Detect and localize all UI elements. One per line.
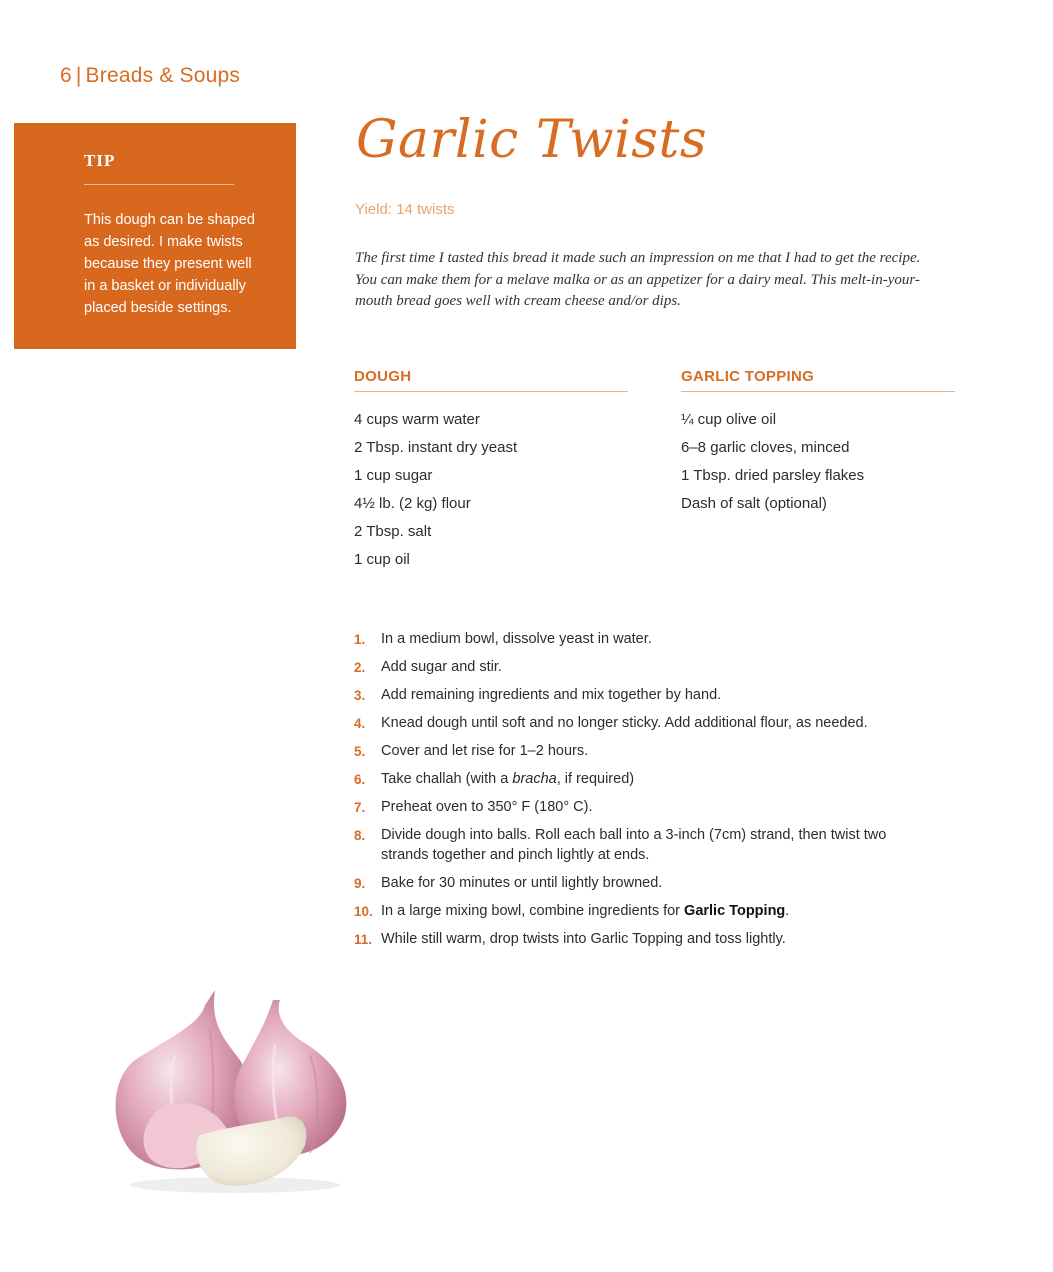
step-number: 3. <box>354 688 366 703</box>
step-text-part: , if required) <box>556 771 635 787</box>
step-number: 8. <box>354 828 366 843</box>
step-text: Divide dough into balls. Roll each ball into a 3-inch (7cm) strand, then twist two strands together and pinch lightly at ends. <box>381 827 887 863</box>
step-number: 7. <box>354 800 366 815</box>
step-text-part: . <box>785 902 790 919</box>
ingredient-item: ¼ cup olive oil <box>681 411 777 428</box>
topping-ingredients <box>681 406 955 518</box>
ingredient-item: 6–8 garlic cloves, minced <box>681 439 850 456</box>
recipe-yield: Yield: 14 twists <box>355 201 455 218</box>
step-emphasis: bracha <box>512 771 557 787</box>
step-strong: Garlic Topping <box>684 902 786 919</box>
garlic-photo <box>105 985 350 1200</box>
tip-title: TIP <box>84 151 116 170</box>
step-text: Add remaining ingredients and mix together by hand. <box>381 687 722 703</box>
step-text: Bake for 30 minutes or until lightly browned. <box>381 874 663 891</box>
topping-section <box>681 368 955 518</box>
step-number: 1. <box>354 632 366 647</box>
step-text: Add sugar and stir. <box>381 659 502 675</box>
step-number: 11. <box>354 931 373 947</box>
ingredient-item: 4½ lb. (2 kg) flour <box>354 495 471 512</box>
dough-section <box>354 368 628 574</box>
ingredient-item: 1 cup oil <box>354 551 410 568</box>
instructions-list <box>354 630 934 958</box>
header-separator: | <box>75 64 82 87</box>
step-text: Knead dough until soft and no longer sticky. Add additional flour, as needed. <box>381 715 868 731</box>
instruction-step <box>354 714 934 734</box>
running-head <box>60 64 240 88</box>
page-number: 6 <box>60 64 72 87</box>
tip-divider <box>84 184 234 185</box>
dough-heading: DOUGH <box>354 368 628 392</box>
step-number: 4. <box>354 716 366 731</box>
step-text: While still warm, drop twists into Garlic Topping and toss lightly. <box>381 930 786 947</box>
tip-text: This dough can be shaped as desired. I make twists because they present well in a basket or individually placed beside settings. <box>84 212 255 316</box>
instruction-step <box>354 930 934 950</box>
instruction-step <box>354 686 934 706</box>
step-text-part: In a large mixing bowl, combine ingredients for <box>381 902 685 919</box>
section-name: Breads & Soups <box>85 64 241 87</box>
instruction-step <box>354 798 934 818</box>
ingredient-item: 4 cups warm water <box>354 411 480 428</box>
step-number: 5. <box>354 744 366 759</box>
step-text <box>381 770 634 790</box>
ingredient-item: 1 cup sugar <box>354 467 433 484</box>
instruction-step <box>354 826 934 865</box>
step-text-part: Take challah (with a <box>381 771 513 787</box>
ingredient-item: 2 Tbsp. instant dry yeast <box>354 439 518 456</box>
step-number: 2. <box>354 660 366 675</box>
instruction-step <box>354 658 934 678</box>
instruction-step <box>354 874 934 894</box>
instruction-step <box>354 770 934 790</box>
step-text: In a medium bowl, dissolve yeast in water. <box>381 631 652 647</box>
recipe-title: Garlic Twists <box>356 110 708 170</box>
recipe-intro: The first time I tasted this bread it made such an impression on me that I had to get the recipe. You can make them for a melave malka or as an appetizer for a dairy meal. This melt-in-your-mouth bread goes well with cream cheese and/or dips. <box>355 250 921 309</box>
topping-heading: GARLIC TOPPING <box>681 368 955 392</box>
tip-box <box>14 123 296 349</box>
step-text: Cover and let rise for 1–2 hours. <box>381 743 589 759</box>
step-number: 6. <box>354 772 366 787</box>
ingredient-item: 2 Tbsp. salt <box>354 523 432 540</box>
instruction-step <box>354 630 934 650</box>
dough-ingredients <box>354 406 628 574</box>
ingredient-item: 1 Tbsp. dried parsley flakes <box>681 467 865 484</box>
step-text <box>381 902 789 922</box>
instruction-step <box>354 742 934 762</box>
step-number: 9. <box>354 875 366 891</box>
step-number: 10. <box>354 903 373 919</box>
instruction-step <box>354 902 934 922</box>
step-text: Preheat oven to 350° F (180° C). <box>381 799 593 815</box>
ingredient-item: Dash of salt (optional) <box>681 495 827 512</box>
